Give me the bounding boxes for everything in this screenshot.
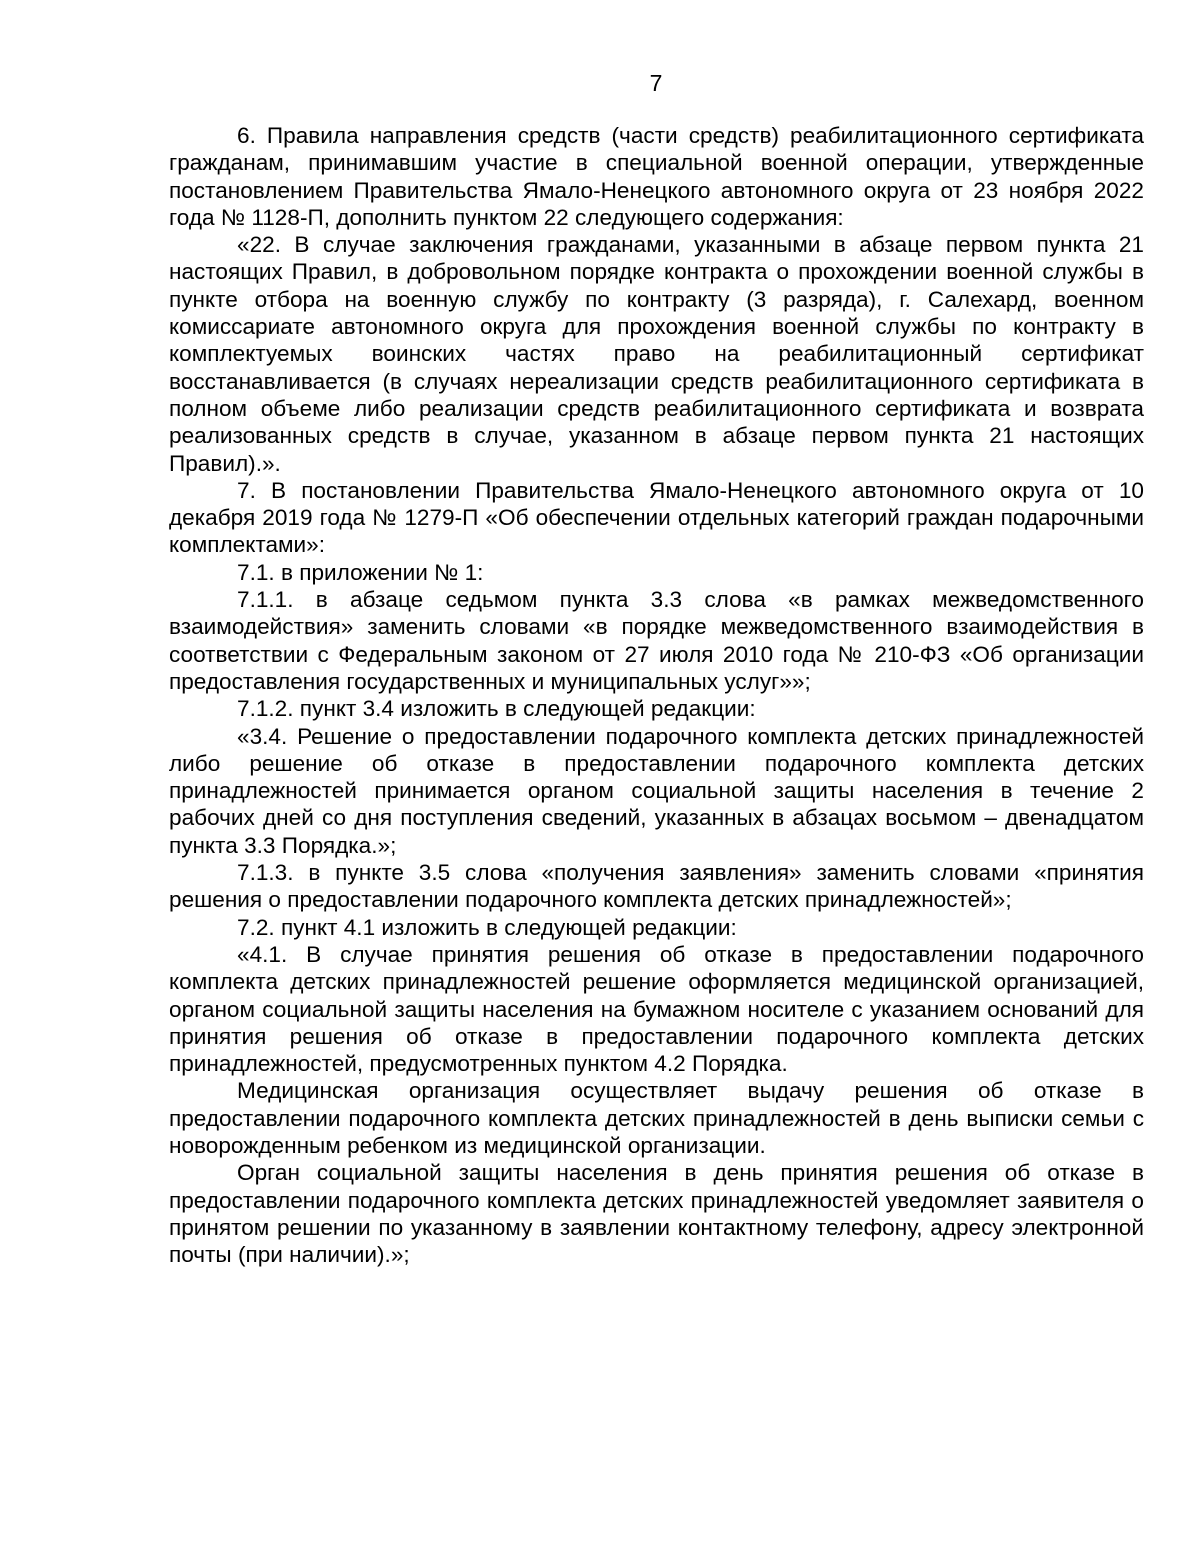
paragraph-medical-organization: Медицинская организация осуществляет выдачу решения об отказе в предоставлении подарочного комплекта детских принадлежностей в день выписки семьи с новорожденным ребенком из медицинской организации. (169, 1078, 1144, 1158)
paragraph-item-7-1-3: 7.1.3. в пункте 3.5 слова «получения заявления» заменить словами «принятия решения о предоставлении подарочного комплекта детских принадлежностей»; (169, 860, 1144, 913)
paragraph-item-7-1: 7.1. в приложении № 1: (237, 559, 484, 585)
paragraph-item-7-1-2: 7.1.2. пункт 3.4 изложить в следующей редакции: (237, 696, 756, 722)
paragraph-item-7-2: 7.2. пункт 4.1 изложить в следующей редакции: (237, 914, 737, 940)
paragraph-item-7: 7. В постановлении Правительства Ямало-Ненецкого автономного округа от 10 декабря 2019 года № 1279-П «Об обеспечении отдельных категорий граждан подарочными комплектами»: (169, 477, 1144, 558)
paragraph-item-6: 6. Правила направления средств (части средств) реабилитационного сертификата гражданам, принимавшим участие в специальной военной операции, утвержденные постановлением Правительства Ямало-Ненецкого автономного округа от 23 ноября 2022 года № 1128-П, дополнить пунктом 22 следующего содержания: (169, 123, 1144, 230)
paragraph-item-7-1-1: 7.1.1. в абзаце седьмом пункта 3.3 слова «в рамках межведомственного взаимодействия» заменить словами «в порядке межведомственного взаимодействия в соответствии с Федеральным законом от 27 июля 2010 года № 210-ФЗ «Об организации предоставления государственных и муниципальных услуг»»; (169, 587, 1144, 694)
paragraph-quote-22: «22. В случае заключения гражданами, указанными в абзаце первом пункта 21 настоящих Правил, в добровольном порядке контракта о прохождении военной службы в пункте отбора на военную службу по контракту (3 разряда), г. Салехард, военном комиссариате автономного округа для прохождения военной службы по контракту в комплектуемых воинских частях право на реабилитационный сертификат восстанавливается (в случаях нереализации средств реабилитационного сертификата в полном объеме либо реализации средств реабилитационного сертификата и возврата реализованных средств в случае, указанном в абзаце первом пункта 21 настоящих Правил).». (169, 232, 1144, 476)
document-body (169, 122, 1144, 1268)
paragraph-quote-4-1: «4.1. В случае принятия решения об отказе в предоставлении подарочного комплекта детских принадлежностей решение оформляется медицинской организацией, органом социальной защиты населения на бумажном носителе с указанием оснований для принятия решения об отказе в предоставлении подарочного комплекта детских принадлежностей, предусмотренных пунктом 4.2 Порядка. (169, 941, 1144, 1077)
paragraph-social-protection: Орган социальной защиты населения в день принятия решения об отказе в предоставлении подарочного комплекта детских принадлежностей уведомляет заявителя о принятом решении по указанному в заявлении контактному телефону, адресу электронной почты (при наличии).»; (169, 1160, 1144, 1268)
page-number: 7 (649, 70, 663, 96)
paragraph-quote-3-4: «3.4. Решение о предоставлении подарочного комплекта детских принадлежностей либо решение об отказе в предоставлении подарочного комплекта детских принадлежностей принимается органом социальной защиты населения в течение 2 рабочих дней со дня поступления сведений, указанных в абзацах восьмом – двенадцатом пункта 3.3 Порядка.»; (169, 723, 1144, 858)
